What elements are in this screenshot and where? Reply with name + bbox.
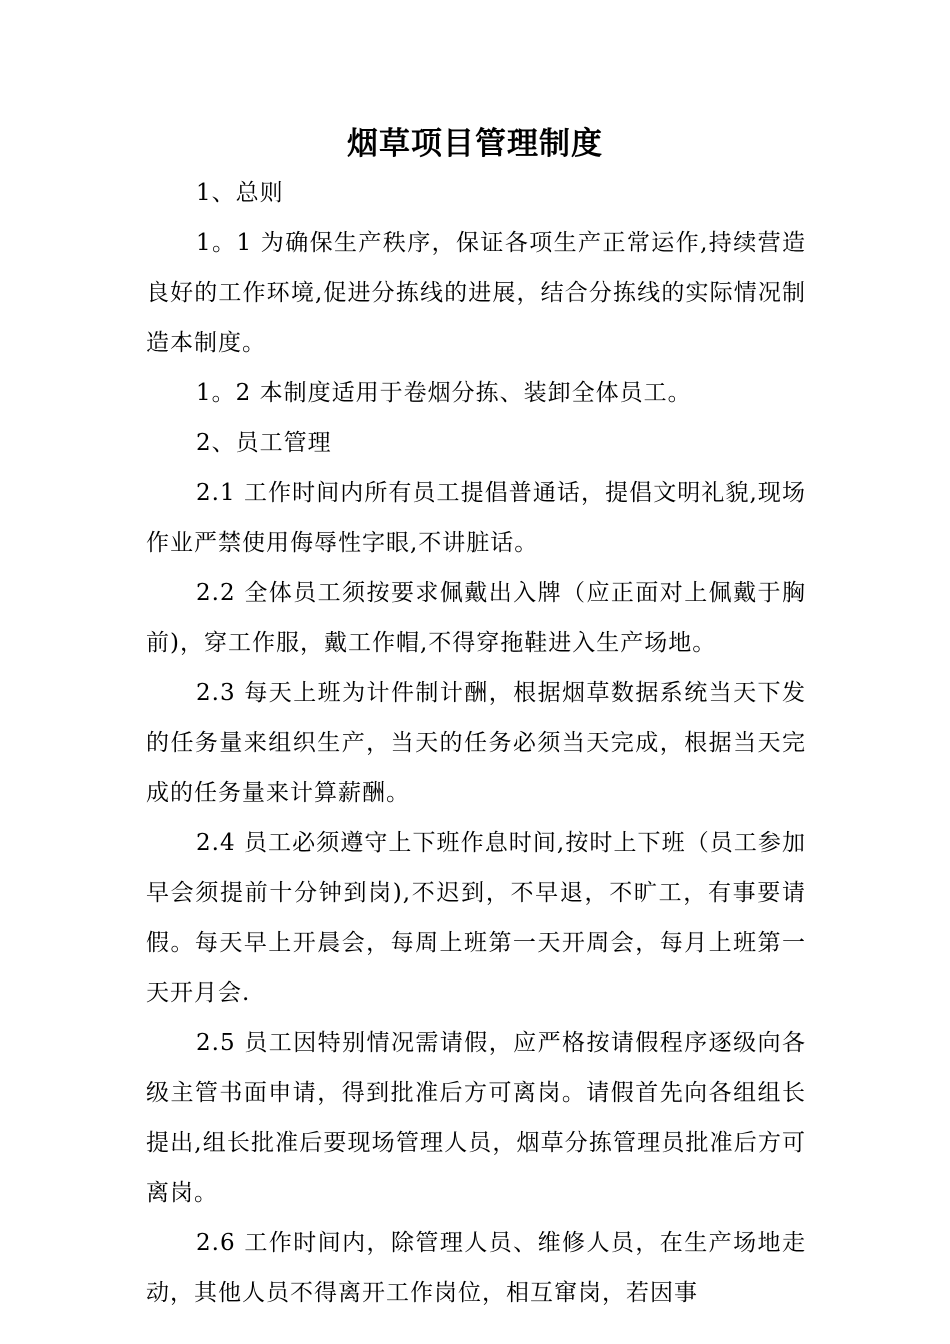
paragraph-1-2: 1。2 本制度适用于卷烟分拣、装卸全体员工。 xyxy=(196,380,692,406)
document-title: 烟草项目管理制度 xyxy=(347,126,603,162)
paragraph-2-1: 2.1 工作时间内所有员工提倡普通话，提倡文明礼貌,现场作业严禁使用侮辱性字眼,不讲脏话。 xyxy=(146,480,806,556)
document-body xyxy=(146,168,806,1318)
paragraph-2-3: 2.3 每天上班为计件制计酬，根据烟草数据系统当天下发的任务量来组织生产，当天的任务必须当天完成，根据当天完成的任务量来计算薪酬。 xyxy=(146,680,806,806)
section-heading-staff-management: 2、员工管理 xyxy=(196,430,332,456)
section-heading-general: 1、总则 xyxy=(196,180,284,206)
paragraph-2-4: 2.4 员工必须遵守上下班作息时间,按时上下班（员工参加早会须提前十分钟到岗),不迟到，不早退，不旷工，有事要请假。每天早上开晨会，每周上班第一天开周会，每月上班第一天开月会. xyxy=(146,830,806,1006)
paragraph-2-2: 2.2 全体员工须按要求佩戴出入牌（应正面对上佩戴于胸前)，穿工作服，戴工作帽,不得穿拖鞋进入生产场地。 xyxy=(146,580,806,656)
paragraph-2-6: 2.6 工作时间内，除管理人员、维修人员，在生产场地走动，其他人员不得离开工作岗位，相互窜岗，若因事 xyxy=(146,1230,806,1306)
paragraph-2-5: 2.5 员工因特别情况需请假，应严格按请假程序逐级向各级主管书面申请，得到批准后方可离岗。请假首先向各组组长提出,组长批准后要现场管理人员，烟草分拣管理员批准后方可离岗。 xyxy=(146,1030,806,1206)
paragraph-1-1: 1。1 为确保生产秩序，保证各项生产正常运作,持续营造良好的工作环境,促进分拣线的进展，结合分拣线的实际情况制造本制度。 xyxy=(146,230,806,356)
